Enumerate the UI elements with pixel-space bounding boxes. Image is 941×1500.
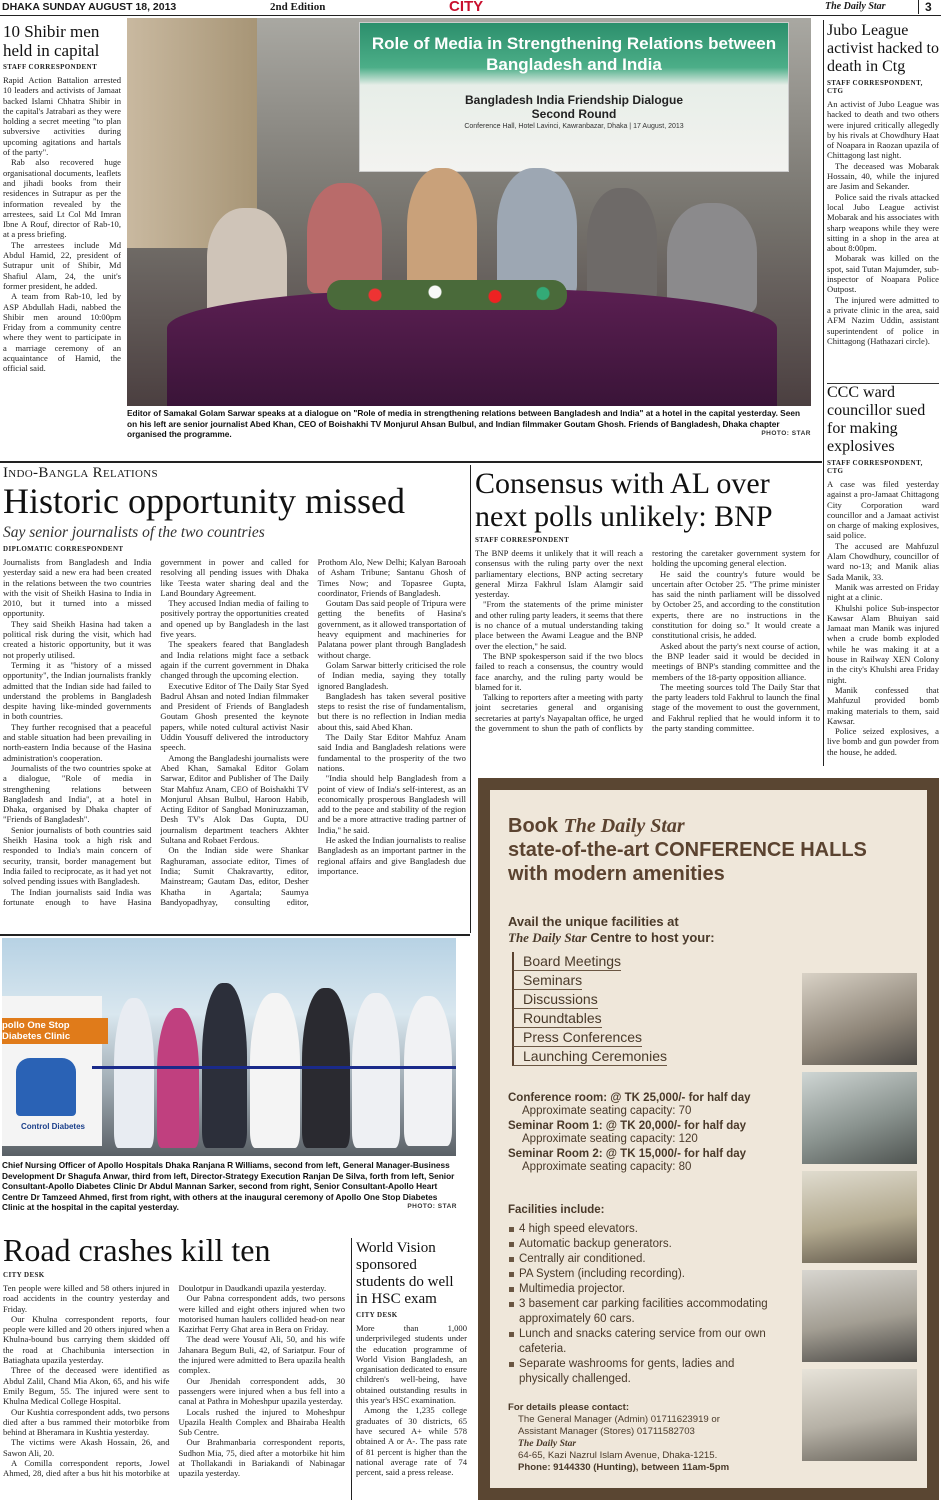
hall-photo <box>802 1072 917 1164</box>
banner-subtitle <box>360 93 788 121</box>
event-item: Seminars <box>512 971 582 990</box>
road-body <box>3 1283 345 1497</box>
paragraph: A team from Rab-10, led by ASP Abdullah Hadi, nabbed the Shibir men around 10:00pm Friday from a community centre where they went to participate in a marriage ceremony of an acquaintance of Hamid, the official said. <box>3 291 121 374</box>
flower-arrangement <box>327 280 567 310</box>
hall-photo <box>802 1270 917 1362</box>
paragraph: Goutam Das said people of Tripura were getting the benefits of Hasina's government, as it allowed transportation of heavy equipment and machineries for Palatana power plant through Bangladesh without charge. <box>317 598 466 660</box>
ccc-headline[interactable]: CCC ward councillor sued for making explosives <box>827 384 926 455</box>
capacity: Approximate seating capacity: 80 <box>522 1161 692 1173</box>
facility-item: 4 high speed elevators. <box>508 1222 778 1237</box>
facility-item: Lunch and snacks catering service from our own cafeteria. <box>508 1327 778 1357</box>
clinic-banner <box>2 996 102 1146</box>
paragraph: An activist of Jubo League was hacked to death and two others were injured critically allegedly by his rivals at Chowdhury Haat of Noapara in Raozan upazila of Chittagong last night. <box>827 99 939 161</box>
ad-title <box>508 814 928 886</box>
paragraph: The victims were Akash Hossain, 26, and Sawon Ali, 20. <box>3 1437 170 1458</box>
paragraph: Rapid Action Battalion arrested 10 leaders and activists of Jamaat backed Islami Chhatra Shibir in the capital's Jatrabari as they were holding a secret meeting "to plan subversive activities during upcoming agitations and hartals of the party". <box>3 75 121 158</box>
contact-line: Assistant Manager (Stores) 01711582703 <box>518 1426 695 1437</box>
paragraph: Ten people were killed and 58 others injured in road accidents in the country yesterday and Friday. <box>3 1283 170 1314</box>
facilities-heading: Facilities include: <box>508 1204 605 1216</box>
world-headline[interactable]: World Vision sponsored students do well in HSC exam <box>356 1240 454 1307</box>
speaker-figure <box>407 168 477 298</box>
person-figure <box>157 1008 199 1148</box>
paragraph: On the Indian side were Shankar Raghuraman, associate editor, Times of India; Sumit Chakravartty, editor, Mainstream; Gautam Das, editor, Desher Khatha in Agartala; Saumya Bandyopadhyay, consulting editor, Prothom Alo, New Delhi; Kalyan Barooah of Asham Tribune; Santanu Ghosh of Times Now; and Topasree Gupta, coordinator, Friends of Bangladesh. <box>160 557 466 907</box>
dateline: DHAKA SUNDAY AUGUST 18, 2013 <box>2 1 177 13</box>
paragraph: The meeting sources told The Daily Star that the party leaders told Fakhrul to launch the final stage of the movement to oust the government, and Fakhrul replied that he would inform it to the party standing committee. <box>652 681 820 734</box>
paragraph: Our Brahmanbaria correspondent reports, Sudhon Mia, 75, died after a motorbike hit him at Thollakandi in Bariakandi of Nabinagar upazila yesterday. <box>178 1437 345 1479</box>
paragraph: Journalists from Bangladesh and India yesterday said a new era had been created in the relations between the two countries with the visit of Sheikh Hasina to India in 2010, but it turned into a missed opportunity. <box>3 557 152 619</box>
paragraph: Rab also recovered huge organisational documents, leaflets and jihadi books from their residences in Sutrapur as per the information revealed by the arrestees, said Lt Col Md Imran Ibne A Rouf, director of Rab-10, at a press briefing. <box>3 157 121 240</box>
historic-subhead: Say senior journalists of the two countries <box>3 524 265 541</box>
ad-brand: The Daily Star <box>563 815 685 837</box>
event-list <box>512 952 762 1066</box>
paragraph: The accused are Mahfuzul Alam Chowdhury, councillor of ward no-13; and Manik alias Sada Manik, 33. <box>827 540 939 582</box>
ad-avail-line2: Centre to host your: <box>590 930 715 945</box>
paragraph: Golam Sarwar bitterly criticised the role of Indian media, saying they totally ignored Bangladesh. <box>317 659 466 691</box>
ad-panel <box>490 790 927 1488</box>
capacity: Approximate seating capacity: 70 <box>522 1105 692 1117</box>
capacity: Approximate seating capacity: 120 <box>522 1133 698 1145</box>
ad-title-book: Book <box>508 815 558 837</box>
shibir-byline: STAFF CORRESPONDENT <box>3 63 98 71</box>
person-figure <box>587 188 657 303</box>
ccc-byline: STAFF CORRESPONDENT, CTG <box>827 459 923 475</box>
person-figure <box>114 998 154 1148</box>
contact-line: 64-65, Kazi Nazrul Islam Avenue, Dhaka-1215. <box>518 1450 718 1461</box>
paragraph: The dead were Yousuf Ali, 50, and his wife Jahanara Begum Buli, 42, of Sariatpur. Four of the injured were admitted to Bera upazila health complex. <box>178 1334 345 1376</box>
paragraph: They accused Indian media of failing to positively portray the opportunities created and opened up by Bangladesh in the last five years. <box>160 598 309 640</box>
contact-line: The General Manager (Admin) 01711623919 or <box>518 1414 720 1425</box>
ad-title-line3: with modern amenities <box>508 863 725 885</box>
paragraph: The Indian journalists said India was fortunate enough to have Hasina government in power and called for resolving all pending issues with Dhaka like Teesta water sharing deal and the Land Boundary Agreement. <box>3 557 309 907</box>
hall-photo <box>802 1171 917 1263</box>
ccc-body <box>827 479 939 757</box>
bnp-body <box>475 548 820 767</box>
photo-credit: PHOTO: STAR <box>407 1203 457 1211</box>
event-item: Discussions <box>512 990 598 1009</box>
paragraph: Police seized explosives, a live bomb and gun powder from the house, he added. <box>827 726 939 757</box>
paragraph: The BNP spokesperson said if the two blocs failed to reach a consensus, the country would face anarchy, and the ruling party would be blamed for it. <box>475 650 643 692</box>
paragraph: He said the country's future would be uncertain after October 25. "The prime minister has said the ninth parliament will be dissolved by October 25, and according to the constitution experts, there are no instructions in the constitution for doing so." It would create a constitutional crisis, he added. <box>652 568 820 641</box>
ribbon <box>92 1066 456 1069</box>
paragraph: Senior journalists of both countries said Sheikh Hasina took a high risk and responded to India's main concern of security, transit, border management but India failed to reciprocate, as it had yet not solved pending issues with Bangladesh. <box>3 824 152 887</box>
historic-byline: DIPLOMATIC CORRESPONDENT <box>3 545 124 553</box>
person-figure <box>307 183 382 293</box>
column-divider <box>470 465 471 933</box>
paragraph: Police said the rivals attacked local Jubo League activist Mobarak and his associates with sharp weapons while they were sitting in a shop in the area at about 8:00pm. <box>827 191 939 254</box>
conference-hall-ad[interactable] <box>478 778 939 1500</box>
edition: 2nd Edition <box>270 1 326 13</box>
photo1-caption <box>127 408 811 450</box>
photo2-caption <box>2 1160 457 1218</box>
banner-sub2: Second Round <box>531 107 617 121</box>
facility-item: 3 basement car parking facilities accommodating approximately 60 cars. <box>508 1297 778 1327</box>
person-figure <box>497 168 577 298</box>
world-byline: CITY DESK <box>356 1311 398 1319</box>
historic-headline[interactable]: Historic opportunity missed <box>3 481 405 521</box>
paragraph: Bangladesh has taken several positive steps to resist the rise of fundamentalism, but there is no reflection in Indian media about this, said Abed Khan. <box>317 690 466 732</box>
jubo-body <box>827 99 939 346</box>
paragraph: Locals rushed the injured to Moheshpur Upazila Health Complex and Bhairaba Health Sub Centre. <box>178 1406 345 1438</box>
paper-name: The Daily Star <box>825 1 886 12</box>
person-figure <box>250 993 300 1148</box>
paragraph: Mobarak was killed on the spot, said Tutan Majumder, sub-inspector of Noapara Police Outpost. <box>827 253 939 295</box>
dialogue-photo <box>127 18 811 406</box>
clinic-banner-text: pollo One Stop Diabetes Clinic <box>2 1018 108 1044</box>
paragraph: Our Jhenidah correspondent adds, 30 passengers were injured when a bus fell into a canal at Pathra in Moheshpur upazila yesterday. <box>178 1375 345 1407</box>
jubo-headline[interactable]: Jubo League activist hacked to death in Ctg <box>827 22 939 75</box>
event-item: Board Meetings <box>512 952 621 971</box>
ad-brand-small: The Daily Star <box>508 930 587 945</box>
column-divider <box>351 1238 352 1500</box>
world-body <box>356 1323 467 1477</box>
facility-item: Separate washrooms for gents, ladies and physically challenged. <box>508 1357 778 1387</box>
paragraph: The arrestees include Md Abdul Hamid, 22, president of Sutrapur unit of Shibir, Md Shafiul Alam, 24, the unit's former president, he added. <box>3 239 121 291</box>
paragraph: "India should help Bangladesh from a point of view of India's self-interest, as an economically prosperous Bangladesh will add to the peace and stability of the region and be a more attractive trading partner of India," he said. <box>317 773 466 835</box>
paragraph: Manik was arrested on Friday night at a clinic. <box>827 581 939 603</box>
paragraph: "From the statements of the prime minister and other ruling party leaders, it seems that there is no chance of a mutual understanding taking place between the Awami League and the BNP over the election," he said. <box>475 599 643 651</box>
event-item: Launching Ceremonies <box>512 1047 667 1066</box>
shibir-body <box>3 75 121 374</box>
clinic-photo <box>2 938 456 1156</box>
photo-credit: PHOTO: STAR <box>761 430 811 438</box>
paragraph: Among the 1,235 college graduates of 30 districts, 65 have secured A+ while 578 obtained A or A-. The pass rate of 81 percent is higher than the national average rate of 74 percent, said a press release. <box>356 1405 467 1478</box>
hall-photo <box>802 1369 917 1461</box>
ad-title-line2: state-of-the-art CONFERENCE HALLS <box>508 839 867 861</box>
price-list <box>508 1092 798 1176</box>
bnp-byline: STAFF CORRESPONDENT <box>475 536 570 544</box>
ccc-story <box>827 384 939 762</box>
section-rule <box>0 461 822 463</box>
price-label: Seminar Room 2: @ TK 15,000/- for half day <box>508 1148 747 1160</box>
paragraph: A Comilla correspondent reports, Jowel Ahmed, 28, died after a bus hit his motorbike at Doulotpur in Daudkandi upazila yesterday. <box>3 1283 327 1479</box>
ad-avail-line1: Avail the unique facilities at <box>508 914 679 929</box>
caption-text: Editor of Samakal Golam Sarwar speaks at a dialogue on "Role of media in strengthening relations between Bangladesh and India" at a hotel in the capital yesterday. Seen on his left are senior journalist Abed Khan, CEO of Boishakhi TV Monjurul Ahsan Bulbul, and Indian filmmaker Goutam Ghosh. Friends of Bangladesh, Dhaka chapter organised the programme. <box>127 408 801 440</box>
facility-item: Multimedia projector. <box>508 1282 778 1297</box>
paragraph: Three of the deceased were identified as Abdul Zalil, Chand Mia Akon, 65, and his wife Emily Begum, 55. The injured were sent to Khulna Medical College Hospital. <box>3 1365 170 1407</box>
bnp-headline[interactable]: Consensus with AL over next polls unlikely: BNP <box>475 467 773 533</box>
paragraph: Our Pabna correspondent adds, two persons were killed and eight others injured when two motorised human haulers collided head-on near Kazirhat Ferry Ghat area in Bera on Friday. <box>178 1293 345 1335</box>
paragraph: More than 1,000 underprivileged students under the education programme of World Vision Bangladesh, an organisation dedicated to ensure children's well-being, have obtained outstanding results in this year's HSC examination. <box>356 1323 467 1406</box>
historic-story <box>3 465 466 931</box>
paragraph: They further recognised that a peaceful and stable situation had been prevailing in north-eastern India because of the Hasina administration's cooperation. <box>3 721 152 763</box>
facility-item: Automatic backup generators. <box>508 1237 778 1252</box>
world-vision-story <box>356 1240 467 1500</box>
paragraph: The deceased was Mobarak Hossain, 40, while the injured are Jasim and Sekander. <box>827 160 939 192</box>
ad-avail <box>508 914 768 946</box>
event-item: Roundtables <box>512 1009 602 1028</box>
bnp-story <box>475 467 820 767</box>
column-divider <box>823 20 824 766</box>
paragraph: The injured were admitted to a private clinic in the area, said AFM Nazim Uddin, assistant superintendent of police in Chittagong (Hathazari circle). <box>827 294 939 346</box>
banner-title: Role of Media in Strengthening Relations between Bangladesh and India <box>371 34 777 74</box>
paragraph: A case was filed yesterday against a pro-Jamaat Chittagong City Corporation ward councillor and a Jamaat activist on charge of making explosives, said police. <box>827 479 939 541</box>
price-label: Seminar Room 1: @ TK 20,000/- for half day <box>508 1120 747 1132</box>
section-rule <box>0 934 470 936</box>
historic-body <box>3 557 466 927</box>
event-item: Press Conferences <box>512 1028 642 1047</box>
hand-icon <box>16 1058 76 1116</box>
paragraph: The speakers feared that Bangladesh and India relations might face a setback again if the current government in Dhaka changed through the upcoming election. <box>160 639 309 681</box>
shibir-headline[interactable]: 10 Shibir men held in capital <box>3 22 100 60</box>
person-figure <box>404 996 452 1146</box>
paragraph: Terming it as "history of a missed opportunity", the Indian journalists frankly admitted that the Indian side had failed to understand the problems in Bangladesh despite having like-minded governments in both countries. <box>3 659 152 722</box>
paragraph: They said Sheikh Hasina had taken a political risk during the visit, which had created a historic opportunity, but it was not properly utilised. <box>3 618 152 660</box>
page-number: 3 <box>918 0 932 14</box>
caption-text: Chief Nursing Officer of Apollo Hospitals Dhaka Ranjana R Williams, second from left, General Manager-Business Development Dr Shagufa Anwar, third from left, Director-Strategy Execution Ranjan De Silva, forth from left, Senior Consultant-Apollo Diabetes Clinic Dr Abdul Mannan Sarker, second from right, Senior Consultant-Apollo Heart Centre Dr Tamzeed Ahmed, first from right, with others at the inaugural ceremony of Apollo One Stop Diabetes Clinic at the hospital in the capital yesterday. <box>2 1160 455 1213</box>
paragraph: The BNP deems it unlikely that it will reach a consensus with the ruling party over the next parliamentary elections, BNP acting secretary general Mirza Fakhrul Islam Alamgir said yesterday. <box>475 548 643 600</box>
paragraph: Asked about the party's next course of action, the BNP leader said it would be decided in meetings of BNP's standing committee and the members of the 18-party opposition alliance. <box>652 640 820 682</box>
paragraph: Journalists of the two countries spoke at a dialogue, "Role of media in strengthening relations between Bangladesh and India", at a hotel in Dhaka, organised by Dhaka chapter of "Friends of Bangladesh". <box>3 762 152 825</box>
banner-sub1: Bangladesh India Friendship Dialogue <box>464 93 684 107</box>
road-byline: CITY DESK <box>3 1271 45 1279</box>
contact-heading: For details please contact: <box>508 1402 630 1413</box>
facility-item: Centrally air conditioned. <box>508 1252 778 1267</box>
person-figure <box>352 993 400 1148</box>
masthead <box>0 0 941 16</box>
paragraph: Executive Editor of The Daily Star Syed Badrul Ahsan and noted Indian filmmaker and President of Friends of Bangladesh Goutam Ghosh presented the keynote papers, while noted cultural activist Nasir Uddin Yousuff delivered the introductory speech. <box>160 680 309 753</box>
paragraph: The Daily Star Editor Mahfuz Anam said India and Bangladesh relations were fundamental to the prosperity of the two nations. <box>317 732 466 773</box>
paragraph: Manik confessed that Mahfuzul provided bomb making materials to them, said Kawsar. <box>827 684 939 726</box>
paragraph: Among the Bangladeshi journalists were Abed Khan, Samakal Editor Golam Sarwar, Editor and Publisher of The Daily Star Mahfuz Anam, CEO of Boishakhi TV Monjurul Ahsan Bulbul, Haroon Habib, Acting Editor of Sangbad Moniruzzaman, Desh TV's Alok Das Gupta, DU journalism department teachers Akhter Sultana and Robaet Ferdous. <box>160 752 309 846</box>
contact-brand: The Daily Star <box>518 1438 577 1449</box>
road-headline[interactable]: Road crashes kill ten <box>3 1232 271 1268</box>
paragraph: He asked the Indian journalists to realise Bangladesh as an important partner in the regional affairs and give Bangladesh due importance. <box>317 835 466 876</box>
paragraph: Talking to reporters after a meeting with party joint secretaries general and organising secretaries at party's Nayapaltan office, he urged the government to shun the path of conflicts by restoring the caretaker government system for holding the upcoming general election. <box>475 548 820 734</box>
jubo-byline: STAFF CORRESPONDENT, CTG <box>827 79 923 95</box>
contact-phone: Phone: 9144330 (Hunting), between 11am-5pm <box>518 1462 730 1473</box>
historic-kicker: Indo-Bangla Relations <box>3 465 158 481</box>
price-label: Conference room: @ TK 25,000/- for half day <box>508 1092 751 1104</box>
section-title: CITY <box>449 0 484 15</box>
paragraph: Khulshi police Sub-inspector Kawsar Alam Bhuiyan said Jamaat man Manik was injured when a crude bomb exploded while he was making it at a house in Railway XEN Colony in the city's Khulshi area Friday night. <box>827 602 939 685</box>
paragraph: Our Kushtia correspondent adds, two persons died after a bus rammed their motorbike from behind at Bheramara in Kushtia yesterday. <box>3 1406 170 1438</box>
contact-block <box>508 1402 798 1474</box>
shibir-story <box>3 22 121 452</box>
sign-text: Control Diabetes <box>20 1122 85 1131</box>
event-banner <box>359 22 789 172</box>
person-figure <box>667 203 757 313</box>
road-story <box>3 1232 345 1500</box>
jubo-story <box>827 22 939 384</box>
hall-photo <box>802 973 917 1065</box>
facilities-list <box>508 1222 778 1387</box>
banner-venue: Conference Hall, Hotel Lavinci, Kawranbazar, Dhaka | 17 August, 2013 <box>464 123 684 130</box>
facility-item: PA System (including recording). <box>508 1267 778 1282</box>
paragraph: Our Khulna correspondent reports, four people were killed and 20 others injured when a Khulna-bound bus carrying them skidded off the road at Chachibunia intersection in Batiaghata upazila yesterday. <box>3 1313 170 1366</box>
